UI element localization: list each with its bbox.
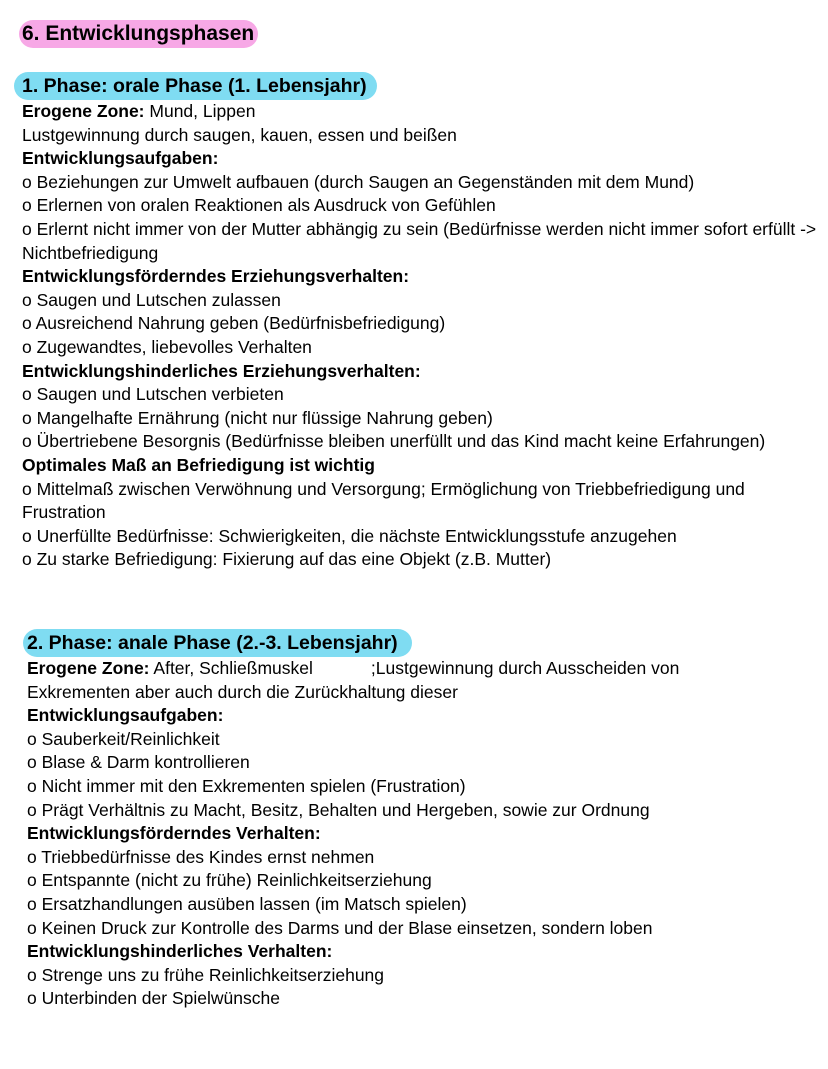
- list-item: o Nicht immer mit den Exkrementen spielen (Frustration): [27, 775, 466, 796]
- list-item: o Unterbinden der Spielwünsche: [27, 988, 280, 1009]
- list-item: o Übertriebene Besorgnis (Bedürfnisse bleiben unerfüllt und das Kind macht keine Erfahrungen): [22, 431, 766, 452]
- lust-line: Lustgewinnung durch saugen, kauen, essen und beißen: [22, 124, 457, 145]
- aufgaben-label: Entwicklungsaufgaben:: [22, 148, 219, 169]
- list-item: o Erlernen von oralen Reaktionen als Ausdruck von Gefühlen: [22, 195, 496, 216]
- erogene-zone-label: Erogene Zone:: [27, 658, 150, 678]
- erogene-zone-label: Erogene Zone:: [22, 101, 145, 121]
- phase-1-section: [22, 72, 817, 572]
- list-item: o Mangelhafte Ernährung (nicht nur flüssige Nahrung geben): [22, 407, 493, 428]
- foerdernd-label: Entwicklungsförderndes Verhalten:: [27, 823, 321, 844]
- list-item: o Prägt Verhältnis zu Macht, Besitz, Behalten und Hergeben, sowie zur Ordnung: [27, 799, 650, 820]
- list-item: o Zugewandtes, liebevolles Verhalten: [22, 336, 312, 357]
- lust-inline: ;Lustgewinnung durch Ausscheiden von: [370, 658, 680, 678]
- hinderlich-label: Entwicklungshinderliches Verhalten:: [27, 941, 333, 962]
- list-item: o Entspannte (nicht zu frühe) Reinlichkeitserziehung: [27, 870, 432, 891]
- hinderlich-label: Entwicklungshinderliches Erziehungsverhalten:: [22, 360, 421, 381]
- list-item: o Mittelmaß zwischen Verwöhnung und Versorgung; Ermöglichung von Triebbefriedigung und Frustration: [22, 478, 745, 523]
- list-item: o Blase & Darm kontrollieren: [27, 752, 250, 773]
- list-item: o Erlernt nicht immer von der Mutter abhängig zu sein (Bedürfnisse werden nicht immer sofort erfüllt -> Nichtbefriedigung: [22, 218, 817, 263]
- list-item: o Ausreichend Nahrung geben (Bedürfnisbefriedigung): [22, 313, 446, 334]
- aufgaben-label: Entwicklungsaufgaben:: [27, 705, 224, 726]
- erogene-zone-value: Mund, Lippen: [144, 101, 256, 121]
- list-item: o Sauberkeit/Reinlichkeit: [27, 728, 220, 749]
- list-item: o Zu starke Befriedigung: Fixierung auf das eine Objekt (z.B. Mutter): [22, 549, 552, 570]
- page-title: 6. Entwicklungsphasen: [19, 20, 258, 48]
- erogene-zone-value: After, Schließmuskel: [149, 658, 313, 678]
- list-item: o Unerfüllte Bedürfnisse: Schwierigkeiten, die nächste Entwicklungsstufe anzugehen: [22, 525, 677, 546]
- phase-2-heading: 2. Phase: anale Phase (2.-3. Lebensjahr): [23, 629, 412, 657]
- optimal-label: Optimales Maß an Befriedigung ist wichtig: [22, 454, 375, 475]
- phase-1-heading: 1. Phase: orale Phase (1. Lebensjahr): [14, 72, 377, 100]
- list-item: o Triebbedürfnisse des Kindes ernst nehmen: [27, 846, 375, 867]
- list-item: o Ersatzhandlungen ausüben lassen (im Matsch spielen): [27, 893, 467, 914]
- list-item: o Strenge uns zu frühe Reinlichkeitserziehung: [27, 964, 385, 985]
- list-item: o Beziehungen zur Umwelt aufbauen (durch Saugen an Gegenständen mit dem Mund): [22, 171, 695, 192]
- lust-continuation: Exkrementen aber auch durch die Zurückhaltung dieser: [27, 681, 458, 702]
- phase-2-section: [27, 629, 817, 1011]
- list-item: o Saugen und Lutschen verbieten: [22, 384, 284, 405]
- list-item: o Saugen und Lutschen zulassen: [22, 289, 281, 310]
- foerdernd-label: Entwicklungsförderndes Erziehungsverhalten:: [22, 266, 410, 287]
- list-item: o Keinen Druck zur Kontrolle des Darms und der Blase einsetzen, sondern loben: [27, 917, 653, 938]
- erogene-zone-line: [22, 100, 817, 124]
- erogene-zone-line: [27, 657, 817, 681]
